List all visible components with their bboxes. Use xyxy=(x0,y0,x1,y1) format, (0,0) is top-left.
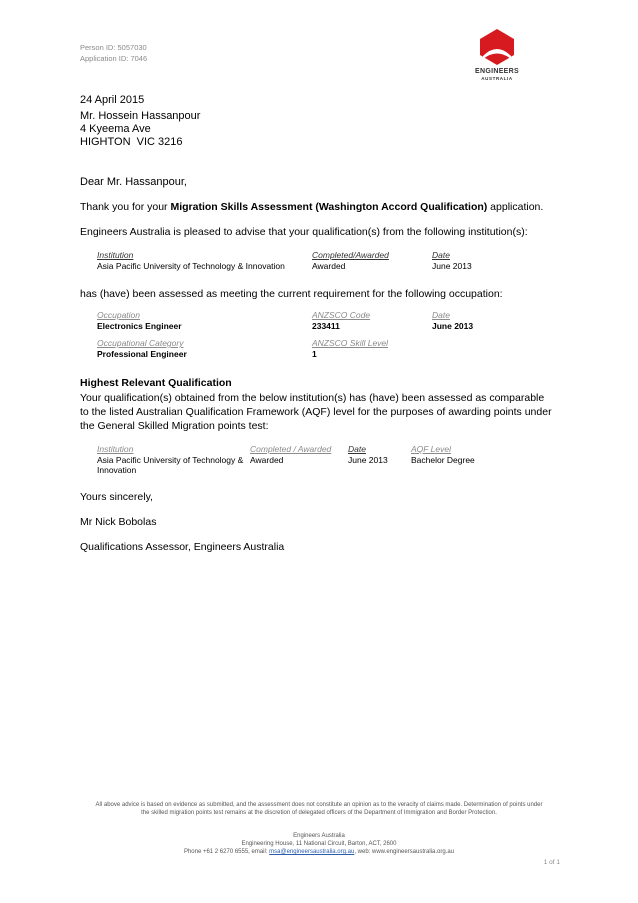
aqf-level-header: AQF Level xyxy=(411,444,452,454)
application-type: Migration Skills Assessment (Washington Accord Qualification) xyxy=(170,201,488,213)
application-id: Application ID: 7046 xyxy=(80,54,148,63)
date-value: June 2013 xyxy=(432,261,472,271)
aqf-institution-value-line1: Asia Pacific University of Technology & xyxy=(97,455,244,465)
aqf-institution-header: Institution xyxy=(97,444,134,454)
footer-contact xyxy=(40,848,598,856)
aqf-completed-value: Awarded xyxy=(250,455,284,465)
footer-org: Engineers Australia xyxy=(293,833,345,839)
anzsco-code-value: 233411 xyxy=(312,321,340,331)
disclaimer-line-2: the skilled migration points test remains at the discretion of delegated officers of the Department of Immigration and Border Protection. xyxy=(141,810,497,816)
closing: Yours sincerely, xyxy=(80,491,153,503)
hrq-line-3: the General Skilled Migration points test: xyxy=(80,420,269,432)
engineers-australia-logo xyxy=(462,26,532,88)
aqf-completed-header: Completed / Awarded xyxy=(250,444,332,454)
anzsco-skill-level-header: ANZSCO Skill Level xyxy=(312,338,389,348)
completed-header: Completed/Awarded xyxy=(312,250,389,260)
anzsco-code-header: ANZSCO Code xyxy=(312,310,371,320)
qualification-paragraph: Engineers Australia is pleased to advise that your qualification(s) from the following institution(s): xyxy=(80,226,528,238)
intro-text-end: application. xyxy=(487,201,544,213)
footer-phone: Phone +61 2 6270 6555, email: xyxy=(183,849,270,855)
hrq-title: Highest Relevant Qualification xyxy=(80,377,232,389)
recipient-city: HIGHTON VIC 3216 xyxy=(80,136,183,148)
salutation: Dear Mr. Hassanpour, xyxy=(80,176,187,188)
occupation-paragraph: has (have) been assessed as meeting the current requirement for the following occupation: xyxy=(80,288,503,300)
logo-emblem-icon xyxy=(462,26,532,68)
recipient-name: Mr. Hossein Hassanpour xyxy=(80,110,201,122)
institution-value: Asia Pacific University of Technology & Innovation xyxy=(97,261,285,271)
logo-text-primary: ENGINEERS xyxy=(475,68,519,75)
occupational-category-value: Professional Engineer xyxy=(97,349,187,359)
intro-text-start: Thank you for your xyxy=(80,201,171,213)
logo-text-secondary: AUSTRALIA xyxy=(481,76,513,81)
aqf-date-value: June 2013 xyxy=(348,455,388,465)
footer-web: , web: www.engineersaustralia.org.au xyxy=(354,849,455,855)
signer-title: Qualifications Assessor, Engineers Australia xyxy=(80,541,285,553)
hrq-line-2: to the listed Australian Qualification Framework (AQF) level for the purposes of awarding points under xyxy=(80,406,552,418)
footer-email-link[interactable]: msa@engineersaustralia.org.au xyxy=(269,849,355,855)
occupation-header: Occupation xyxy=(97,310,140,320)
hrq-line-1: Your qualification(s) obtained from the below institution(s) has (have) been assessed as comparable xyxy=(80,392,545,404)
page-number: 1 of 1 xyxy=(543,859,560,866)
aqf-institution-value-line2: Innovation xyxy=(97,465,137,475)
date-header: Date xyxy=(432,250,450,260)
intro-paragraph xyxy=(80,200,543,214)
signer-name: Mr Nick Bobolas xyxy=(80,516,157,528)
aqf-date-header: Date xyxy=(348,444,366,454)
completed-value: Awarded xyxy=(312,261,346,271)
person-id: Person ID: 5057030 xyxy=(80,43,147,52)
recipient-street: 4 Kyeema Ave xyxy=(80,123,151,135)
occupation-date-header: Date xyxy=(432,310,450,320)
institution-header: Institution xyxy=(97,250,134,260)
occupation-date-value: June 2013 xyxy=(432,321,474,331)
anzsco-skill-level-value: 1 xyxy=(312,349,317,359)
aqf-level-value: Bachelor Degree xyxy=(411,455,475,465)
disclaimer-line-1: All above advice is based on evidence as submitted, and the assessment does not constitute an opinion as to the veracity of claims made. Determination of points under xyxy=(95,802,543,808)
letter-date: 24 April 2015 xyxy=(80,94,145,106)
occupation-value: Electronics Engineer xyxy=(97,321,182,331)
footer-address: Engineering House, 11 National Circuit, Barton, ACT, 2600 xyxy=(241,841,397,847)
occupational-category-header: Occupational Category xyxy=(97,338,184,348)
